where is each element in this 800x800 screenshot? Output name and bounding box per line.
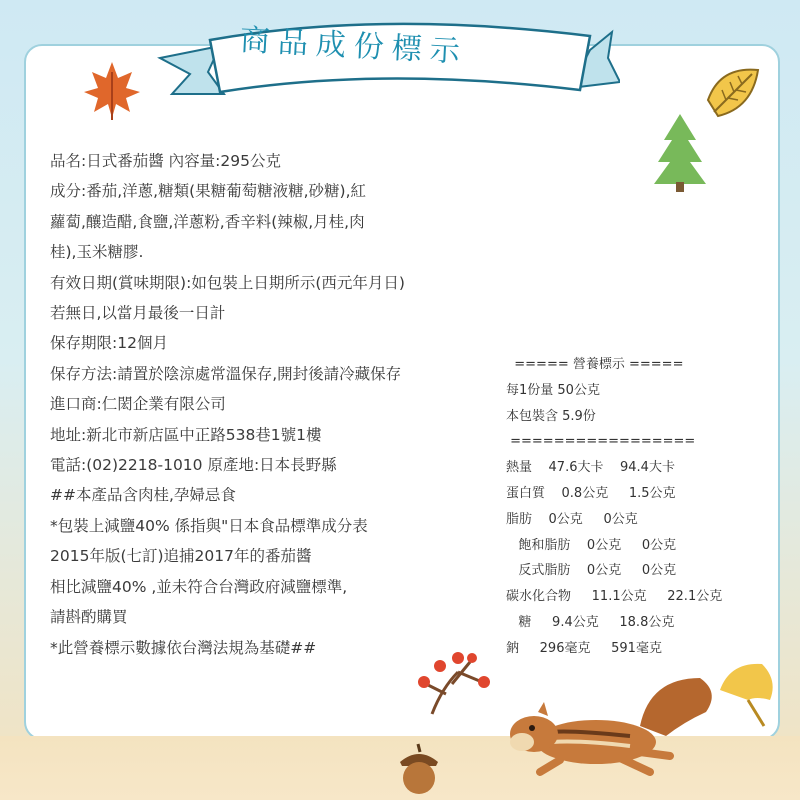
pine-tree-icon <box>652 112 708 192</box>
ginkgo-leaf-icon <box>716 660 780 728</box>
note-line: 請斟酌購買 <box>50 608 128 627</box>
nutrition-row-energy: 熱量 47.6大卡 94.4大卡 <box>506 460 675 476</box>
nutrition-row-sugar: 糖 9.4公克 18.8公克 <box>506 614 675 630</box>
shelf-life-line: 保存期限:12個月 <box>50 334 168 353</box>
nutrition-divider: ================= <box>506 434 696 450</box>
maple-leaf-icon <box>80 58 144 122</box>
address-line: 地址:新北市新店區中正路538巷1號1樓 <box>50 425 322 444</box>
leaf-icon <box>700 60 764 124</box>
serving-size: 每1份量 50公克 <box>506 382 600 398</box>
nutrition-row-trans-fat: 反式脂肪 0公克 0公克 <box>506 563 677 579</box>
warning-line: ##本產品含肉桂,孕婦忌食 <box>50 486 236 505</box>
nutrition-row-saturated-fat: 飽和脂肪 0公克 0公克 <box>506 537 677 553</box>
nutrition-row-protein: 蛋白質 0.8公克 1.5公克 <box>506 485 676 501</box>
squirrel-icon <box>500 672 720 782</box>
ingredients-line: 桂),玉米糖膠. <box>50 243 144 262</box>
nutrition-table <box>506 352 746 662</box>
expiry-line: 若無日,以當月最後一日計 <box>50 304 226 323</box>
storage-line: 保存方法:請置於陰涼處常溫保存,開封後請冷藏保存 <box>50 364 402 383</box>
nutrition-header: ===== 營養標示 ===== <box>506 357 684 372</box>
product-info <box>50 146 480 663</box>
note-line: *此營養標示數據依台灣法規為基礎## <box>50 638 317 657</box>
nutrition-row-carbohydrate: 碳水化合物 11.1公克 22.1公克 <box>506 589 723 605</box>
note-line: 2015年版(七訂)追捕2017年的番茄醬 <box>50 547 312 566</box>
page-title: 商品成份標示 <box>239 22 469 70</box>
importer-line: 進口商:仁閎企業有限公司 <box>50 395 226 414</box>
ingredients-line: 成分:番茄,洋蔥,糖類(果糖葡萄糖液糖,砂糖),紅 <box>50 182 367 201</box>
servings-per-pack: 本包裝含 5.9份 <box>506 408 596 424</box>
expiry-line: 有效日期(賞味期限):如包裝上日期所示(西元年月日) <box>50 273 405 292</box>
ingredients-line: 蘿蔔,釀造醋,食鹽,洋蔥粉,香辛料(辣椒,月桂,肉 <box>50 212 365 231</box>
nutrition-row-sodium: 鈉 296毫克 591毫克 <box>506 640 662 656</box>
phone-origin-line: 電話:(02)2218-1010 原產地:日本長野縣 <box>50 456 337 475</box>
note-line: 相比減鹽40% ,並未符合台灣政府減鹽標準, <box>50 577 348 596</box>
nutrition-row-fat: 脂肪 0公克 0公克 <box>506 511 638 527</box>
product-name-line: 品名:日式番茄醬 內容量:295公克 <box>50 152 281 170</box>
note-line: *包裝上減鹽40% 係指與"日本食品標準成分表 <box>50 516 368 535</box>
acorn-icon <box>396 742 442 796</box>
